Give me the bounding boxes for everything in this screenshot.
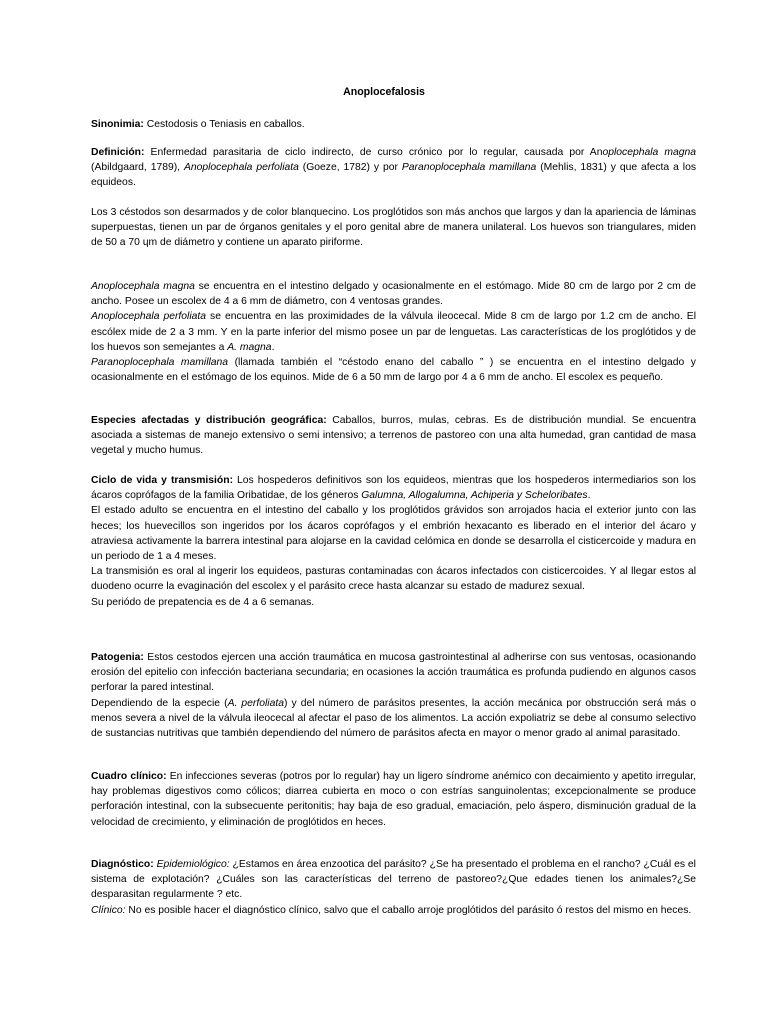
ciclo-genera: Galumna, Allogalumna, Achiperia y Scheloribates [361, 490, 588, 502]
section-patogenia [91, 650, 696, 741]
sinonimia-label: Sinonimia: [91, 119, 144, 130]
ciclo-text-1: Los hospederos definitivos son los equideos, mientras que los hospederos intermediarios son los ácaros coprófagos de la familia Oribatidae, de los géneros [91, 475, 696, 502]
section-sinonimia [91, 117, 696, 132]
species-mamillana: Paranoplocephala mamillana [401, 162, 537, 174]
section-definicion [91, 145, 696, 191]
cuadro-label: Cuadro clínico: [91, 771, 167, 782]
perfoliata-text: se encuentra en las proximidades de la válvula ileocecal. Mide 8 cm de largo por 1.2 cm de ancho. El escólex mide de 2 a 3 mm. Y en la parte inferior del mismo posee un par de lenguetas. Las características de los proglótidos y de los huevos son semejantes a [91, 311, 696, 353]
cuadro-text: En infecciones severas (potros por lo regular) hay un ligero síndrome anémico con decaimiento y apetito irregular, hay problemas digestivos como cólicos; diarrea cubierta en moco o con estrías sanguinolentas; excepcionalmente se produce perforación intestinal, con la subsecuente peritonitis; hay baja de eso gradual, emaciación, pelo áspero, disminución gradual de la velocidad de crecimiento, y eliminación de proglótidos en heces. [91, 771, 696, 828]
definicion-text-4: (Mehlis, 1831) y que afecta a los equideos. [91, 162, 696, 189]
ciclo-label: Ciclo de vida y transmisión: [91, 475, 234, 486]
section-especies-afectadas [91, 413, 696, 459]
sinonimia-text: Cestodosis o Teniasis en caballos. [143, 119, 305, 130]
cestodos-paragraph: Los 3 céstodos son desarmados y de color blanquecino. Los proglótidos son más anchos que largos y dan la apariencia de láminas superpuestas, tienen un par de órganos genitales y el poro genital abre de manera unilateral. Los huevos son triangulares, miden de 50 a 70 ɥm de diámetro y contiene un aparato piriforme. [91, 207, 696, 249]
mamillana-text: (llamada también el “céstodo enano del caballo ” ) se encuentra en el intestino delgado y ocasionalmente en el estómago de los equinos. Mide de 6 a 50 mm de largo por 4 a 6 mm de ancho. El escolex es pequeño. [91, 357, 696, 384]
afectadas-text: Caballos, burros, mulas, cebras. Es de distribución mundial. Se encuentra asociada a sistemas de manejo extensivo o semi intensivo; a terrenos de pastoreo con una alta humedad, gran cantidad de masa vegetal y mucho humus. [91, 415, 696, 457]
definicion-text-3: (Goeze, 1782) y por [298, 162, 402, 174]
definicion-label: Definición: [91, 147, 145, 158]
patogenia-label: Patogenia: [91, 652, 144, 663]
section-diagnostico [91, 857, 696, 918]
clinico-label: Clínico: [91, 904, 126, 916]
epidemiologico-label: Epidemiológico: [153, 859, 230, 870]
patogenia-text-2a: Dependiendo de la especie ( [91, 697, 228, 709]
perfoliata-end: . [271, 341, 275, 353]
document-title: Anoplocefalosis [343, 86, 425, 98]
section-cestodos [91, 205, 696, 251]
perfoliata-ref: A. magna [227, 341, 272, 353]
patogenia-species: A. perfoliata [227, 697, 284, 709]
ciclo-paragraph-2: El estado adulto se encuentra en el intestino del caballo y los proglótidos grávidos son arrojados hacia el exterior junto con las heces; los huevecillos son ingeridos por los ácaros coprófagos y el embrión hexacanto es liberado en el interior del ácaro y atraviesa activamente la barrera intestinal para alojarse en la cavidad celómica en donde se desarrolla el cisticercoide y madura en un periodo de 1 a 4 meses. [91, 505, 696, 563]
section-ciclo [91, 473, 696, 610]
patogenia-text: Estos cestodos ejercen una acción traumática en mucosa gastrointestinal al adherirse con sus ventosas, ocasionando erosión del epitelio con infección bacteriana secundaria; en ocasiones la acción traumática es profunda pudiendo en algunos casos perforar la pared intestinal. [91, 652, 696, 694]
species-magna: oplocephala magna [602, 147, 696, 158]
definicion-text-2: (Abildgaard, 1789), [91, 162, 184, 174]
patogenia-text-2b: ) y del número de parásitos presentes, la acción mecánica por obstrucción será más o menos severa a nivel de la válvula ileocecal al afectar el paso de los alimentos. La acción expoliatriz se debe al consumo selectivo de sustancias nutritivas que también dependiendo del número de parásitos afecta en mayor o menor grado al animal parasitado. [91, 697, 696, 740]
ciclo-paragraph-3: La transmisión es oral al ingerir los equideos, pasturas contaminadas con ácaros infectados con cisticercoides. Y al llegar estos al duodeno ocurre la evaginación del escolex y el parásito crece hasta alcanzar su estado de madurez sexual. [91, 566, 696, 593]
ciclo-paragraph-4: Su periódo de prepatencia es de 4 a 6 semanas. [91, 596, 315, 608]
epidemiologico-text: ¿Estamos en área enzootica del parásito? ¿Se ha presentado el problema en el rancho? ¿Cuál es el sistema de explotación? ¿Cuáles son las características del terreno de pastoreo?¿Que edades tienen los animales?¿Se desparasitan regularmente ? etc. [91, 859, 696, 901]
magna-name: Anoplocephala magna [91, 281, 195, 292]
afectadas-label: Especies afectadas y distribución geográfica: [91, 415, 327, 426]
clinico-text: No es posible hacer el diagnóstico clínico, salvo que el caballo arroje proglótidos del parásito ó restos del mismo en heces. [125, 904, 692, 916]
perfoliata-name: Anoplocephala perfoliata [91, 311, 207, 323]
section-especies [91, 279, 696, 385]
mamillana-name: Paranoplocephala mamillana [91, 357, 229, 369]
magna-text: se encuentra en el intestino delgado y ocasionalmente en el estómago. Mide 80 cm de largo por 2 cm de ancho. Posee un escolex de 4 a 6 mm de diámetro, con 4 ventosas grandes. [91, 281, 696, 308]
diagnostico-label: Diagnóstico: [91, 859, 154, 870]
species-perfoliata: Anoplocephala perfoliata [183, 162, 299, 174]
ciclo-text-2: . [587, 490, 591, 502]
section-cuadro-clinico [91, 769, 696, 830]
definicion-text-1: Enfermedad parasitaria de ciclo indirecto, de curso crónico por lo regular, causada por An [144, 147, 603, 158]
